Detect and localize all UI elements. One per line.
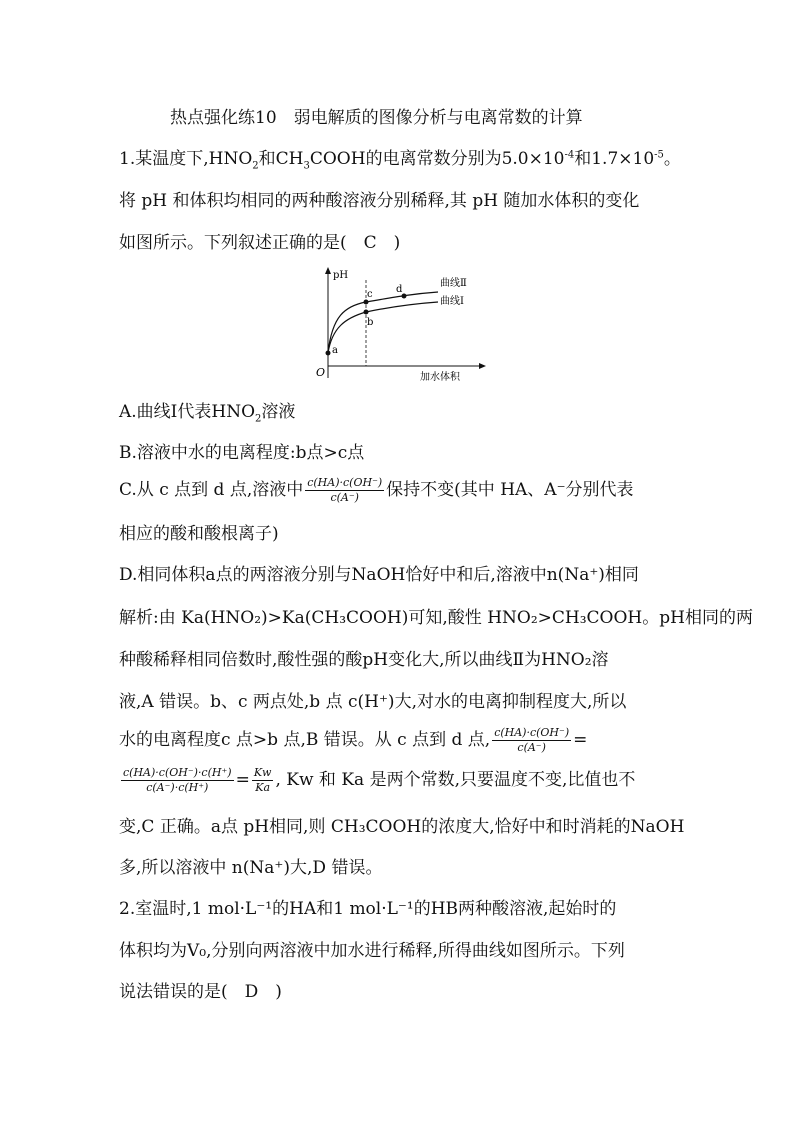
analysis-text: = — [235, 770, 250, 790]
point-b — [364, 310, 369, 315]
fraction-denominator: c(A⁻) — [517, 741, 546, 754]
fraction-denominator: Ka — [255, 781, 271, 794]
fraction — [492, 726, 571, 755]
q1-option-d: D.相同体积a点的两溶液分别与NaOH恰好中和后,溶液中n(Na⁺)相同 — [119, 565, 639, 585]
fraction — [305, 476, 384, 505]
q1-stem-line1 — [119, 147, 681, 171]
fraction — [252, 766, 274, 795]
analysis-line4 — [119, 726, 587, 755]
analysis-text: 水的电离程度c 点>b 点,B 错误。从 c 点到 d 点, — [119, 730, 491, 750]
point-a-label: a — [332, 345, 338, 356]
fraction-denominator: c(A⁻)·c(H⁺) — [146, 781, 209, 794]
superscript: -5 — [654, 149, 664, 161]
analysis-line7: 多,所以溶液中 n(Na⁺)大,D 错误。 — [119, 858, 383, 878]
analysis-text: = — [573, 730, 588, 750]
fraction-numerator: c(HA)·c(OH⁻) — [494, 726, 570, 739]
superscript: -4 — [564, 149, 575, 161]
subscript: 3 — [303, 160, 310, 172]
analysis-line1: 解析:由 Ka(HNO₂)>Ka(CH₃COOH)可知,酸性 HNO₂>CH₃COOH。pH相同的两 — [119, 608, 753, 628]
option-text: C.从 c 点到 d 点,溶液中 — [119, 480, 304, 500]
point-a — [326, 351, 331, 356]
q1-option-a — [119, 400, 295, 424]
q2-stem-line1: 2.室温时,1 mol·L⁻¹的HA和1 mol·L⁻¹的HB两种酸溶液,起始时的 — [119, 899, 617, 919]
q1-option-c — [119, 476, 634, 505]
x-axis-label: 加水体积 — [420, 372, 460, 383]
q1-stem-text: 。 — [663, 149, 681, 169]
q1-stem-text: COOH的电离常数分别为5.0×10 — [309, 149, 565, 169]
q1-option-c-line2: 相应的酸和酸根离子) — [119, 524, 279, 544]
point-d-label: d — [396, 284, 403, 295]
fraction — [121, 766, 234, 795]
q2-stem-line2: 体积均为V₀,分别向两溶液中加水进行稀释,所得曲线如图所示。下列 — [119, 941, 625, 961]
point-c — [364, 300, 369, 305]
curve-I — [328, 302, 438, 353]
option-text: 溶液 — [261, 402, 296, 422]
q1-stem-text: 和CH — [258, 149, 304, 169]
subscript: 2 — [255, 413, 262, 425]
q1-graph — [310, 266, 490, 384]
subscript: 2 — [252, 160, 259, 172]
q1-stem-text: 和1.7×10 — [574, 149, 655, 169]
fraction-denominator: c(A⁻) — [330, 491, 359, 504]
point-c-label: c — [367, 289, 373, 300]
analysis-line5 — [119, 766, 635, 795]
y-axis-arrow — [325, 267, 331, 274]
q1-option-b: B.溶液中水的电离程度:b点>c点 — [119, 443, 365, 463]
q1-stem-line3: 如图所示。下列叙述正确的是( C ) — [119, 233, 401, 253]
q1-stem-text: 1.某温度下,HNO — [119, 149, 253, 169]
page-title: 热点强化练10 弱电解质的图像分析与电离常数的计算 — [170, 108, 583, 128]
origin-label: O — [316, 366, 326, 379]
analysis-text: , Kw 和 Ka 是两个常数,只要温度不变,比值也不 — [275, 770, 636, 790]
option-text: 保持不变(其中 HA、A⁻分别代表 — [386, 480, 634, 500]
fraction-numerator: c(HA)·c(OH⁻) — [307, 476, 383, 489]
option-text: A.曲线Ⅰ代表HNO — [119, 402, 256, 422]
curve1-label: 曲线Ⅰ — [440, 296, 464, 307]
y-axis-label: pH — [333, 270, 349, 281]
analysis-line6: 变,C 正确。a点 pH相同,则 CH₃COOH的浓度大,恰好中和时消耗的NaOH — [119, 817, 685, 837]
q2-stem-line3: 说法错误的是( D ) — [119, 982, 282, 1002]
point-b-label: b — [367, 317, 374, 328]
analysis-line3: 液,A 错误。b、c 两点处,b 点 c(H⁺)大,对水的电离抑制程度大,所以 — [119, 692, 627, 712]
fraction-numerator: c(HA)·c(OH⁻)·c(H⁺) — [123, 766, 232, 779]
fraction-numerator: Kw — [253, 766, 272, 779]
q1-stem-line2: 将 pH 和体积均相同的两种酸溶液分别稀释,其 pH 随加水体积的变化 — [119, 191, 640, 211]
curve2-label: 曲线Ⅱ — [440, 278, 467, 289]
analysis-line2: 种酸稀释相同倍数时,酸性强的酸pH变化大,所以曲线Ⅱ为HNO₂溶 — [119, 650, 609, 670]
x-axis-arrow — [479, 363, 486, 369]
